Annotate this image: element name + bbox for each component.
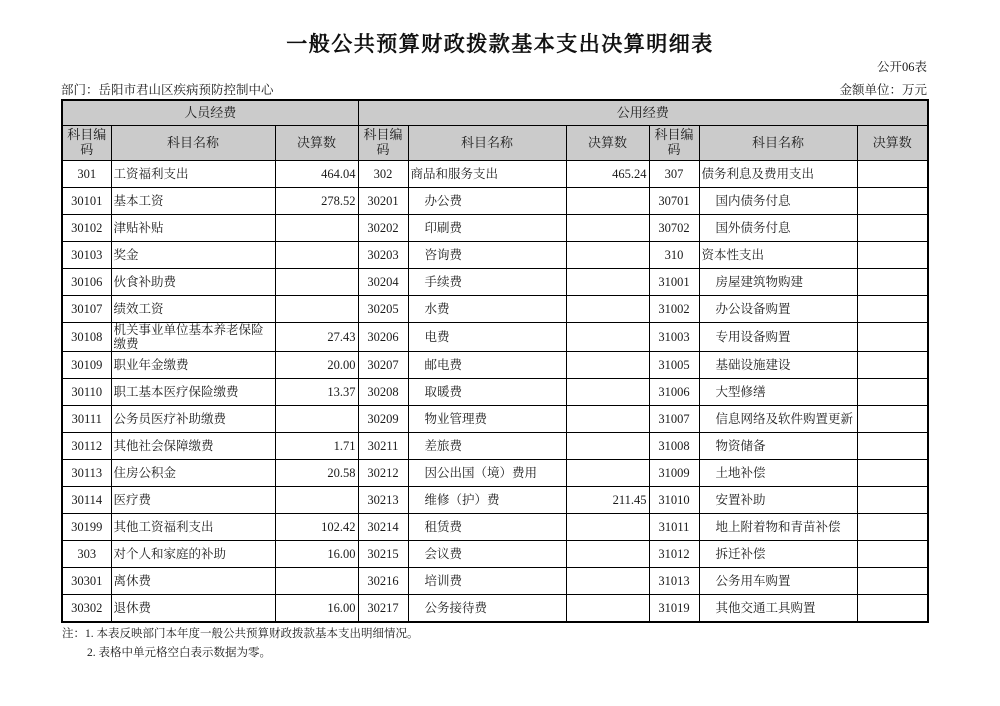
value-cell: 465.24 xyxy=(566,161,649,188)
column-header-cell: 科目名称 xyxy=(699,126,857,161)
code-cell: 30204 xyxy=(358,269,408,296)
name-cell: 水费 xyxy=(408,296,566,323)
name-cell: 物资储备 xyxy=(699,433,857,460)
value-cell xyxy=(857,242,928,269)
code-cell: 30214 xyxy=(358,514,408,541)
code-cell: 30702 xyxy=(649,215,699,242)
notes xyxy=(62,625,419,663)
code-cell: 31002 xyxy=(649,296,699,323)
column-header-cell: 科目名称 xyxy=(408,126,566,161)
value-cell xyxy=(857,433,928,460)
name-cell: 商品和服务支出 xyxy=(408,161,566,188)
table-row xyxy=(62,568,928,595)
value-cell xyxy=(857,460,928,487)
code-cell: 307 xyxy=(649,161,699,188)
name-cell: 公务接待费 xyxy=(408,595,566,623)
code-cell: 30209 xyxy=(358,406,408,433)
table-row xyxy=(62,595,928,623)
table-row xyxy=(62,269,928,296)
code-cell: 30108 xyxy=(62,323,111,352)
code-cell: 302 xyxy=(358,161,408,188)
table-row xyxy=(62,514,928,541)
name-cell: 培训费 xyxy=(408,568,566,595)
value-cell xyxy=(857,323,928,352)
name-cell: 邮电费 xyxy=(408,352,566,379)
value-cell xyxy=(857,215,928,242)
name-cell: 印刷费 xyxy=(408,215,566,242)
table-row xyxy=(62,242,928,269)
code-cell: 30211 xyxy=(358,433,408,460)
value-cell xyxy=(857,406,928,433)
value-cell xyxy=(275,487,358,514)
column-header-cell: 科目编码 xyxy=(358,126,408,161)
value-cell xyxy=(566,269,649,296)
name-cell: 对个人和家庭的补助 xyxy=(111,541,275,568)
group-header-cell: 人员经费 xyxy=(62,100,358,126)
code-cell: 301 xyxy=(62,161,111,188)
code-cell: 30199 xyxy=(62,514,111,541)
group-header-row xyxy=(62,100,928,126)
name-cell: 公务员医疗补助缴费 xyxy=(111,406,275,433)
value-cell xyxy=(566,379,649,406)
table-row xyxy=(62,460,928,487)
name-cell: 资本性支出 xyxy=(699,242,857,269)
value-cell xyxy=(275,296,358,323)
code-cell: 30205 xyxy=(358,296,408,323)
value-cell xyxy=(275,568,358,595)
column-header-cell: 决算数 xyxy=(857,126,928,161)
value-cell: 464.04 xyxy=(275,161,358,188)
code-cell: 31006 xyxy=(649,379,699,406)
name-cell: 其他工资福利支出 xyxy=(111,514,275,541)
column-header-row xyxy=(62,126,928,161)
name-cell: 办公设备购置 xyxy=(699,296,857,323)
name-cell: 机关事业单位基本养老保险缴费 xyxy=(111,323,275,352)
table-code-label: 公开06表 xyxy=(876,60,927,74)
code-cell: 30109 xyxy=(62,352,111,379)
value-cell xyxy=(857,514,928,541)
value-cell xyxy=(566,188,649,215)
code-cell: 30202 xyxy=(358,215,408,242)
code-cell: 30113 xyxy=(62,460,111,487)
value-cell: 13.37 xyxy=(275,379,358,406)
name-cell: 津贴补贴 xyxy=(111,215,275,242)
table-row xyxy=(62,215,928,242)
column-header-cell: 科目编码 xyxy=(62,126,111,161)
code-cell: 31003 xyxy=(649,323,699,352)
value-cell xyxy=(566,323,649,352)
name-cell: 伙食补助费 xyxy=(111,269,275,296)
name-cell: 其他交通工具购置 xyxy=(699,595,857,623)
code-cell: 30302 xyxy=(62,595,111,623)
value-cell xyxy=(857,541,928,568)
name-cell: 国内债务付息 xyxy=(699,188,857,215)
value-cell: 102.42 xyxy=(275,514,358,541)
name-cell: 维修（护）费 xyxy=(408,487,566,514)
name-cell: 工资福利支出 xyxy=(111,161,275,188)
name-cell: 住房公积金 xyxy=(111,460,275,487)
value-cell xyxy=(857,379,928,406)
value-cell: 1.71 xyxy=(275,433,358,460)
name-cell: 信息网络及软件购置更新 xyxy=(699,406,857,433)
code-cell: 31008 xyxy=(649,433,699,460)
table-row xyxy=(62,541,928,568)
code-cell: 31009 xyxy=(649,460,699,487)
value-cell xyxy=(857,352,928,379)
code-cell: 31001 xyxy=(649,269,699,296)
name-cell: 咨询费 xyxy=(408,242,566,269)
value-cell xyxy=(566,406,649,433)
table-row xyxy=(62,161,928,188)
table-row xyxy=(62,379,928,406)
name-cell: 安置补助 xyxy=(699,487,857,514)
code-cell: 30107 xyxy=(62,296,111,323)
code-cell: 310 xyxy=(649,242,699,269)
code-cell: 303 xyxy=(62,541,111,568)
table-row xyxy=(62,487,928,514)
value-cell xyxy=(857,269,928,296)
department-label: 部门：岳阳市君山区疾病预防控制中心 xyxy=(61,83,274,97)
column-header-cell: 决算数 xyxy=(566,126,649,161)
table-row xyxy=(62,323,928,352)
code-cell: 31005 xyxy=(649,352,699,379)
code-cell: 30207 xyxy=(358,352,408,379)
value-cell xyxy=(857,296,928,323)
value-cell: 16.00 xyxy=(275,541,358,568)
code-cell: 31012 xyxy=(649,541,699,568)
column-header-cell: 科目名称 xyxy=(111,126,275,161)
name-cell: 职工基本医疗保险缴费 xyxy=(111,379,275,406)
code-cell: 30208 xyxy=(358,379,408,406)
note-line-2: 2. 表格中单元格空白表示数据为零。 xyxy=(87,646,271,659)
value-cell xyxy=(857,161,928,188)
column-header-cell: 决算数 xyxy=(275,126,358,161)
code-cell: 30212 xyxy=(358,460,408,487)
name-cell: 公务用车购置 xyxy=(699,568,857,595)
note-line-1: 注：1. 本表反映部门本年度一般公共预算财政拨款基本支出明细情况。 xyxy=(62,628,419,640)
name-cell: 物业管理费 xyxy=(408,406,566,433)
value-cell xyxy=(566,242,649,269)
name-cell: 债务利息及费用支出 xyxy=(699,161,857,188)
code-cell: 30101 xyxy=(62,188,111,215)
name-cell: 职业年金缴费 xyxy=(111,352,275,379)
code-cell: 30103 xyxy=(62,242,111,269)
name-cell: 土地补偿 xyxy=(699,460,857,487)
name-cell: 基本工资 xyxy=(111,188,275,215)
code-cell: 31007 xyxy=(649,406,699,433)
value-cell: 20.00 xyxy=(275,352,358,379)
code-cell: 30110 xyxy=(62,379,111,406)
code-cell: 31011 xyxy=(649,514,699,541)
value-cell xyxy=(275,269,358,296)
name-cell: 取暖费 xyxy=(408,379,566,406)
column-header-cell: 科目编码 xyxy=(649,126,699,161)
table-row xyxy=(62,433,928,460)
value-cell xyxy=(857,188,928,215)
code-cell: 31010 xyxy=(649,487,699,514)
name-cell: 其他社会保障缴费 xyxy=(111,433,275,460)
code-cell: 30206 xyxy=(358,323,408,352)
value-cell: 27.43 xyxy=(275,323,358,352)
name-cell: 办公费 xyxy=(408,188,566,215)
code-cell: 30112 xyxy=(62,433,111,460)
name-cell: 会议费 xyxy=(408,541,566,568)
value-cell: 278.52 xyxy=(275,188,358,215)
value-cell xyxy=(275,215,358,242)
code-cell: 30301 xyxy=(62,568,111,595)
value-cell xyxy=(566,460,649,487)
meta-row xyxy=(61,80,927,98)
name-cell: 拆迁补偿 xyxy=(699,541,857,568)
value-cell xyxy=(857,595,928,623)
name-cell: 离休费 xyxy=(111,568,275,595)
code-cell: 30106 xyxy=(62,269,111,296)
value-cell xyxy=(566,541,649,568)
group-header-cell: 公用经费 xyxy=(358,100,928,126)
unit-label: 金额单位：万元 xyxy=(839,83,927,97)
budget-table-body xyxy=(62,161,928,623)
table-row xyxy=(62,188,928,215)
code-cell: 30213 xyxy=(358,487,408,514)
value-cell xyxy=(566,352,649,379)
value-cell xyxy=(566,433,649,460)
page-title: 一般公共预算财政拨款基本支出决算明细表 xyxy=(286,32,714,56)
value-cell xyxy=(566,568,649,595)
code-cell: 31019 xyxy=(649,595,699,623)
value-cell xyxy=(275,242,358,269)
table-row xyxy=(62,296,928,323)
name-cell: 大型修缮 xyxy=(699,379,857,406)
value-cell xyxy=(275,406,358,433)
name-cell: 租赁费 xyxy=(408,514,566,541)
value-cell xyxy=(566,595,649,623)
name-cell: 基础设施建设 xyxy=(699,352,857,379)
value-cell xyxy=(857,487,928,514)
value-cell xyxy=(566,514,649,541)
name-cell: 房屋建筑物购建 xyxy=(699,269,857,296)
code-cell: 30111 xyxy=(62,406,111,433)
table-row xyxy=(62,406,928,433)
code-cell: 30102 xyxy=(62,215,111,242)
code-cell: 30215 xyxy=(358,541,408,568)
name-cell: 专用设备购置 xyxy=(699,323,857,352)
name-cell: 因公出国（境）费用 xyxy=(408,460,566,487)
name-cell: 差旅费 xyxy=(408,433,566,460)
table-row xyxy=(62,352,928,379)
value-cell: 16.00 xyxy=(275,595,358,623)
name-cell: 手续费 xyxy=(408,269,566,296)
value-cell: 20.58 xyxy=(275,460,358,487)
code-cell: 30217 xyxy=(358,595,408,623)
value-cell xyxy=(857,568,928,595)
code-cell: 30701 xyxy=(649,188,699,215)
budget-table xyxy=(61,99,929,623)
code-cell: 31013 xyxy=(649,568,699,595)
code-cell: 30203 xyxy=(358,242,408,269)
name-cell: 绩效工资 xyxy=(111,296,275,323)
name-cell: 退休费 xyxy=(111,595,275,623)
code-cell: 30114 xyxy=(62,487,111,514)
name-cell: 奖金 xyxy=(111,242,275,269)
value-cell xyxy=(566,215,649,242)
code-cell: 30216 xyxy=(358,568,408,595)
name-cell: 医疗费 xyxy=(111,487,275,514)
code-cell: 30201 xyxy=(358,188,408,215)
name-cell: 地上附着物和青苗补偿 xyxy=(699,514,857,541)
value-cell: 211.45 xyxy=(566,487,649,514)
name-cell: 电费 xyxy=(408,323,566,352)
budget-table-head xyxy=(62,100,928,161)
value-cell xyxy=(566,296,649,323)
name-cell: 国外债务付息 xyxy=(699,215,857,242)
